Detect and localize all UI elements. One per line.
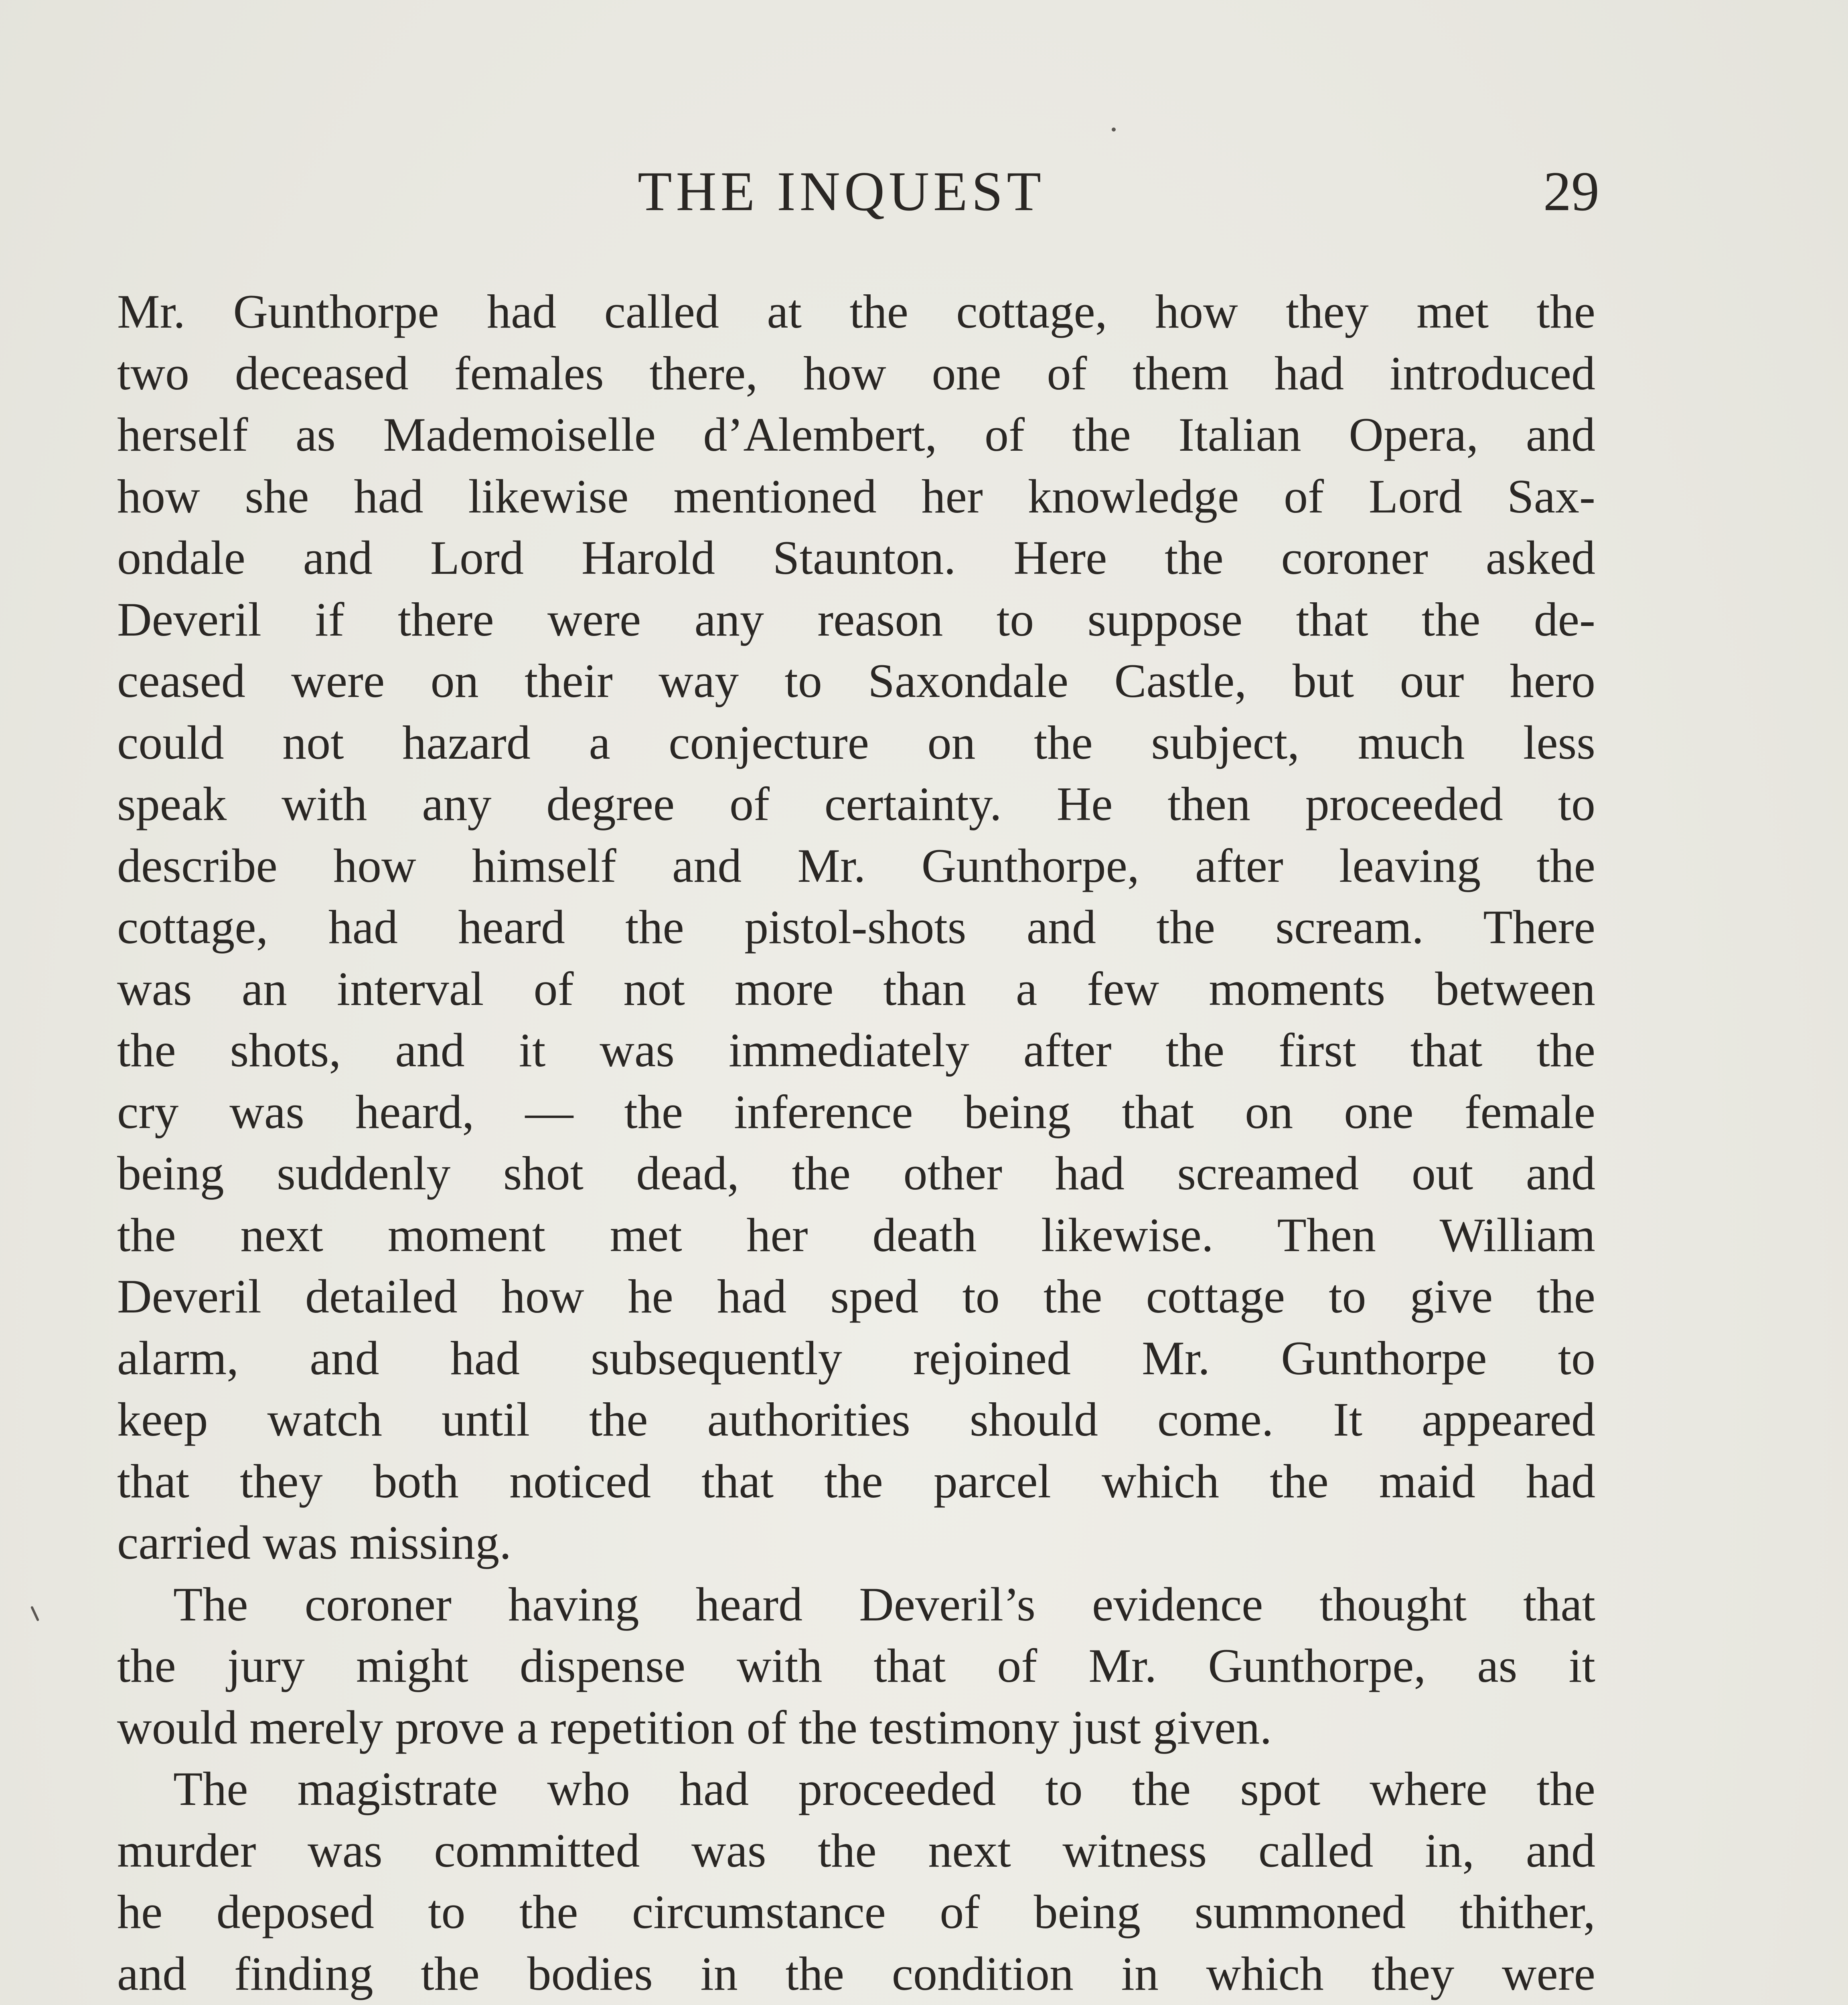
text-line: he deposed to the circumstance of being summoned thither, [117,1885,1595,1938]
text-line: ceased were on their way to Saxondale Castle, but our hero [117,654,1595,707]
text-line: Deveril if there were any reason to suppose that the de- [117,592,1595,646]
text-line: Deveril detailed how he had sped to the cottage to give the [117,1270,1595,1323]
text-line: the next moment met her death likewise. Then William [117,1208,1595,1262]
text-line: two deceased females there, how one of them had introduced [117,346,1595,400]
text-line: and finding the bodies in the condition in which they were [117,1946,1595,2000]
text-line: The coroner having heard Deveril’s evidence thought that [173,1577,1595,1631]
running-head-title: THE INQUEST [638,160,1045,223]
text-line: could not hazard a conjecture on the subject, much less [117,715,1595,769]
text-line: the shots, and it was immediately after the first that the [117,1023,1595,1077]
text-line: would merely prove a repetition of the testimony just given. [117,1700,1272,1754]
text-line: alarm, and had subsequently rejoined Mr. Gunthorpe to [117,1331,1595,1385]
text-line: cry was heard, — the inference being that on one female [117,1085,1595,1138]
text-line: The magistrate who had proceeded to the spot where the [173,1762,1595,1815]
text-line: how she had likewise mentioned her knowledge of Lord Sax- [117,469,1595,523]
text-line: describe how himself and Mr. Gunthorpe, after leaving the [117,838,1595,892]
text-line: being suddenly shot dead, the other had screamed out and [117,1146,1595,1200]
text-line: carried was missing. [117,1516,512,1569]
text-line: speak with any degree of certainty. He then proceeded to [117,777,1595,830]
page-number: 29 [1543,160,1599,223]
text-line: the jury might dispense with that of Mr. Gunthorpe, as it [117,1639,1595,1692]
ink-speck [1112,128,1116,132]
ink-speck [30,1606,39,1622]
text-line: murder was committed was the next witness called in, and [117,1823,1595,1877]
text-line: Mr. Gunthorpe had called at the cottage, how they met the [117,285,1595,338]
text-line: ondale and Lord Harold Staunton. Here the coroner asked [117,531,1595,584]
text-line: that they both noticed that the parcel which the maid had [117,1454,1595,1508]
text-line: was an interval of not more than a few moments between [117,962,1595,1015]
text-line: keep watch until the authorities should come. It appeared [117,1393,1595,1446]
body-text [117,281,1595,2005]
text-line: cottage, had heard the pistol-shots and the scream. There [117,900,1595,954]
text-line: herself as Mademoiselle d’Alembert, of the Italian Opera, and [117,408,1595,461]
